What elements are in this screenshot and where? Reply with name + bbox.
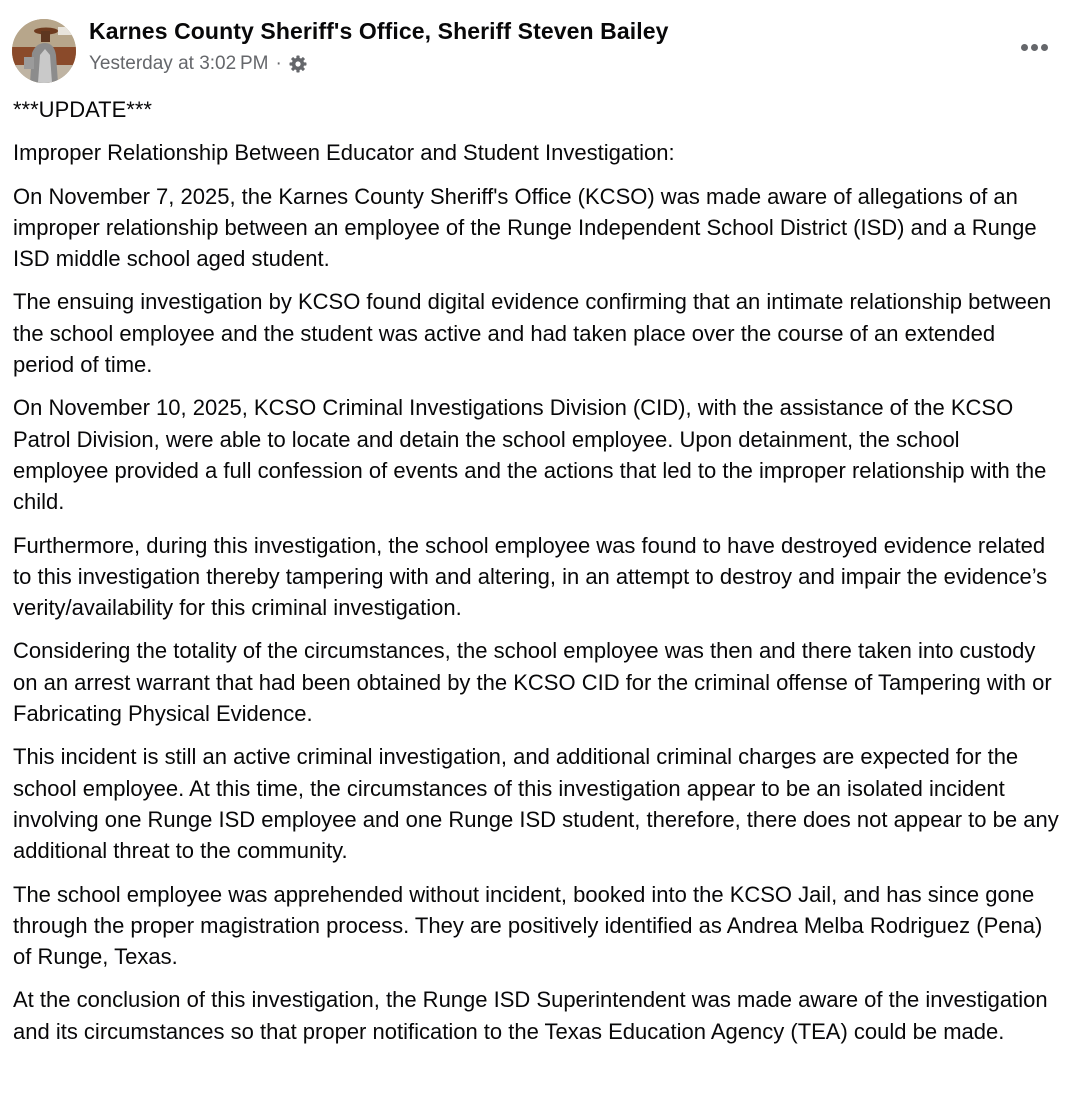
author-name[interactable]: Karnes County Sheriff's Office, Sheriff Steven Bailey <box>89 18 669 44</box>
post-paragraph: The ensuing investigation by KCSO found digital evidence confirming that an intimate relationship between the school employee and the student was active and had taken place over the course of an extended period of time. <box>13 289 1052 378</box>
post-paragraph-heading: Improper Relationship Between Educator and Student Investigation: <box>13 140 675 166</box>
post-paragraph: The school employee was apprehended without incident, booked into the KCSO Jail, and has since gone through the proper magistration process. They are positively identified as Andrea Melba Rodriguez (Pena) of Runge, Texas. <box>13 881 1043 970</box>
more-options-icon <box>1041 44 1048 51</box>
post-paragraph: At the conclusion of this investigation, the Runge ISD Superintendent was made aware of the investigation and its circumstances so that proper notification to the Texas Education Agency (TEA) could be made. <box>13 987 1048 1044</box>
post-paragraph: On November 10, 2025, KCSO Criminal Investigations Division (CID), with the assistance of the KCSO Patrol Division, were able to locate and detain the school employee. Upon detainment, the school employee provided a full confession of events and the actions that led to the improper relationship with the child. <box>13 395 1047 515</box>
more-options-icon <box>1021 44 1028 51</box>
post-paragraph: Furthermore, during this investigation, the school employee was found to have destroyed evidence related to this investigation thereby tampering with and altering, in an attempt to destroy and impair the evidence’s verity/availability for this criminal investigation. <box>13 532 1048 621</box>
post-timestamp[interactable]: Yesterday at 3:02 PM <box>89 53 269 74</box>
avatar[interactable] <box>12 19 76 83</box>
post-meta <box>89 53 308 75</box>
post-paragraph: This incident is still an active criminal investigation, and additional criminal charges are expected for the school employee. At this time, the circumstances of this investigation appear to be an isolated incident involving one Runge ISD employee and one Runge ISD student, therefore, there does not appear to be any additional threat to the community. <box>13 744 1059 864</box>
gear-icon[interactable] <box>288 54 308 74</box>
post-paragraph: On November 7, 2025, the Karnes County Sheriff's Office (KCSO) was made aware of allegations of an improper relationship between an employee of the Runge Independent School District (ISD) and a Runge ISD middle school aged student. <box>13 183 1037 272</box>
post-header <box>0 0 1074 96</box>
meta-separator: · <box>275 53 282 74</box>
more-options-button[interactable] <box>1014 32 1054 62</box>
more-options-icon <box>1031 44 1038 51</box>
post-body <box>13 94 1060 1059</box>
profile-photo <box>12 19 76 83</box>
post-paragraph-update: ***UPDATE*** <box>13 97 152 122</box>
post-paragraph: Considering the totality of the circumstances, the school employee was then and there taken into custody on an arrest warrant that had been obtained by the KCSO CID for the criminal offense of Tampering with or Fabricating Physical Evidence. <box>13 638 1052 727</box>
